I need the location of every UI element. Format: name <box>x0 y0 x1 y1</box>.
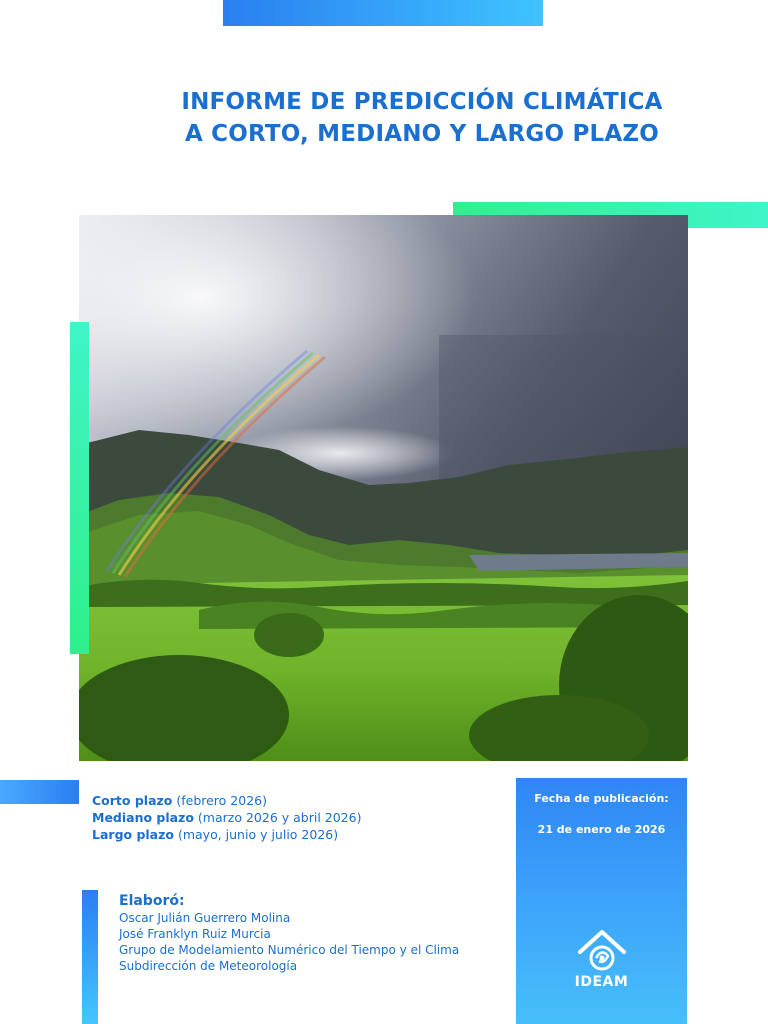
forecast-periods <box>92 792 361 843</box>
publication-label: Fecha de publicación: <box>534 792 669 805</box>
credit-department: Subdirección de Meteorología <box>119 959 298 973</box>
report-title-line1: INFORME DE PREDICCIÓN CLIMÁTICA <box>181 89 663 115</box>
period-long: Largo plazo (mayo, junio y julio 2026) <box>92 827 339 842</box>
report-title-line2: A CORTO, MEDIANO Y LARGO PLAZO <box>184 121 660 147</box>
cover-landscape-photo <box>79 215 688 761</box>
period-short: Corto plazo (febrero 2026) <box>92 793 267 808</box>
credit-group: Grupo de Modelamiento Numérico del Tiempo y el Clima <box>119 943 460 957</box>
credits-block <box>119 893 459 974</box>
publication-date: 21 de enero de 2026 <box>537 823 666 836</box>
ideam-logo-text: IDEAM <box>574 974 629 990</box>
publication-box <box>516 778 687 1024</box>
credit-name: José Franklyn Ruiz Murcia <box>119 927 271 941</box>
top-accent-bar <box>223 0 543 26</box>
credit-name: Oscar Julián Guerrero Molina <box>119 911 291 925</box>
ideam-logo-icon <box>572 928 632 972</box>
period-medium: Mediano plazo (marzo 2026 y abril 2026) <box>92 810 362 825</box>
credits-accent-bar <box>82 890 98 1024</box>
credits-title: Elaboró: <box>119 893 185 909</box>
left-accent-bar <box>70 322 89 654</box>
bottom-left-accent-bar <box>0 780 79 804</box>
